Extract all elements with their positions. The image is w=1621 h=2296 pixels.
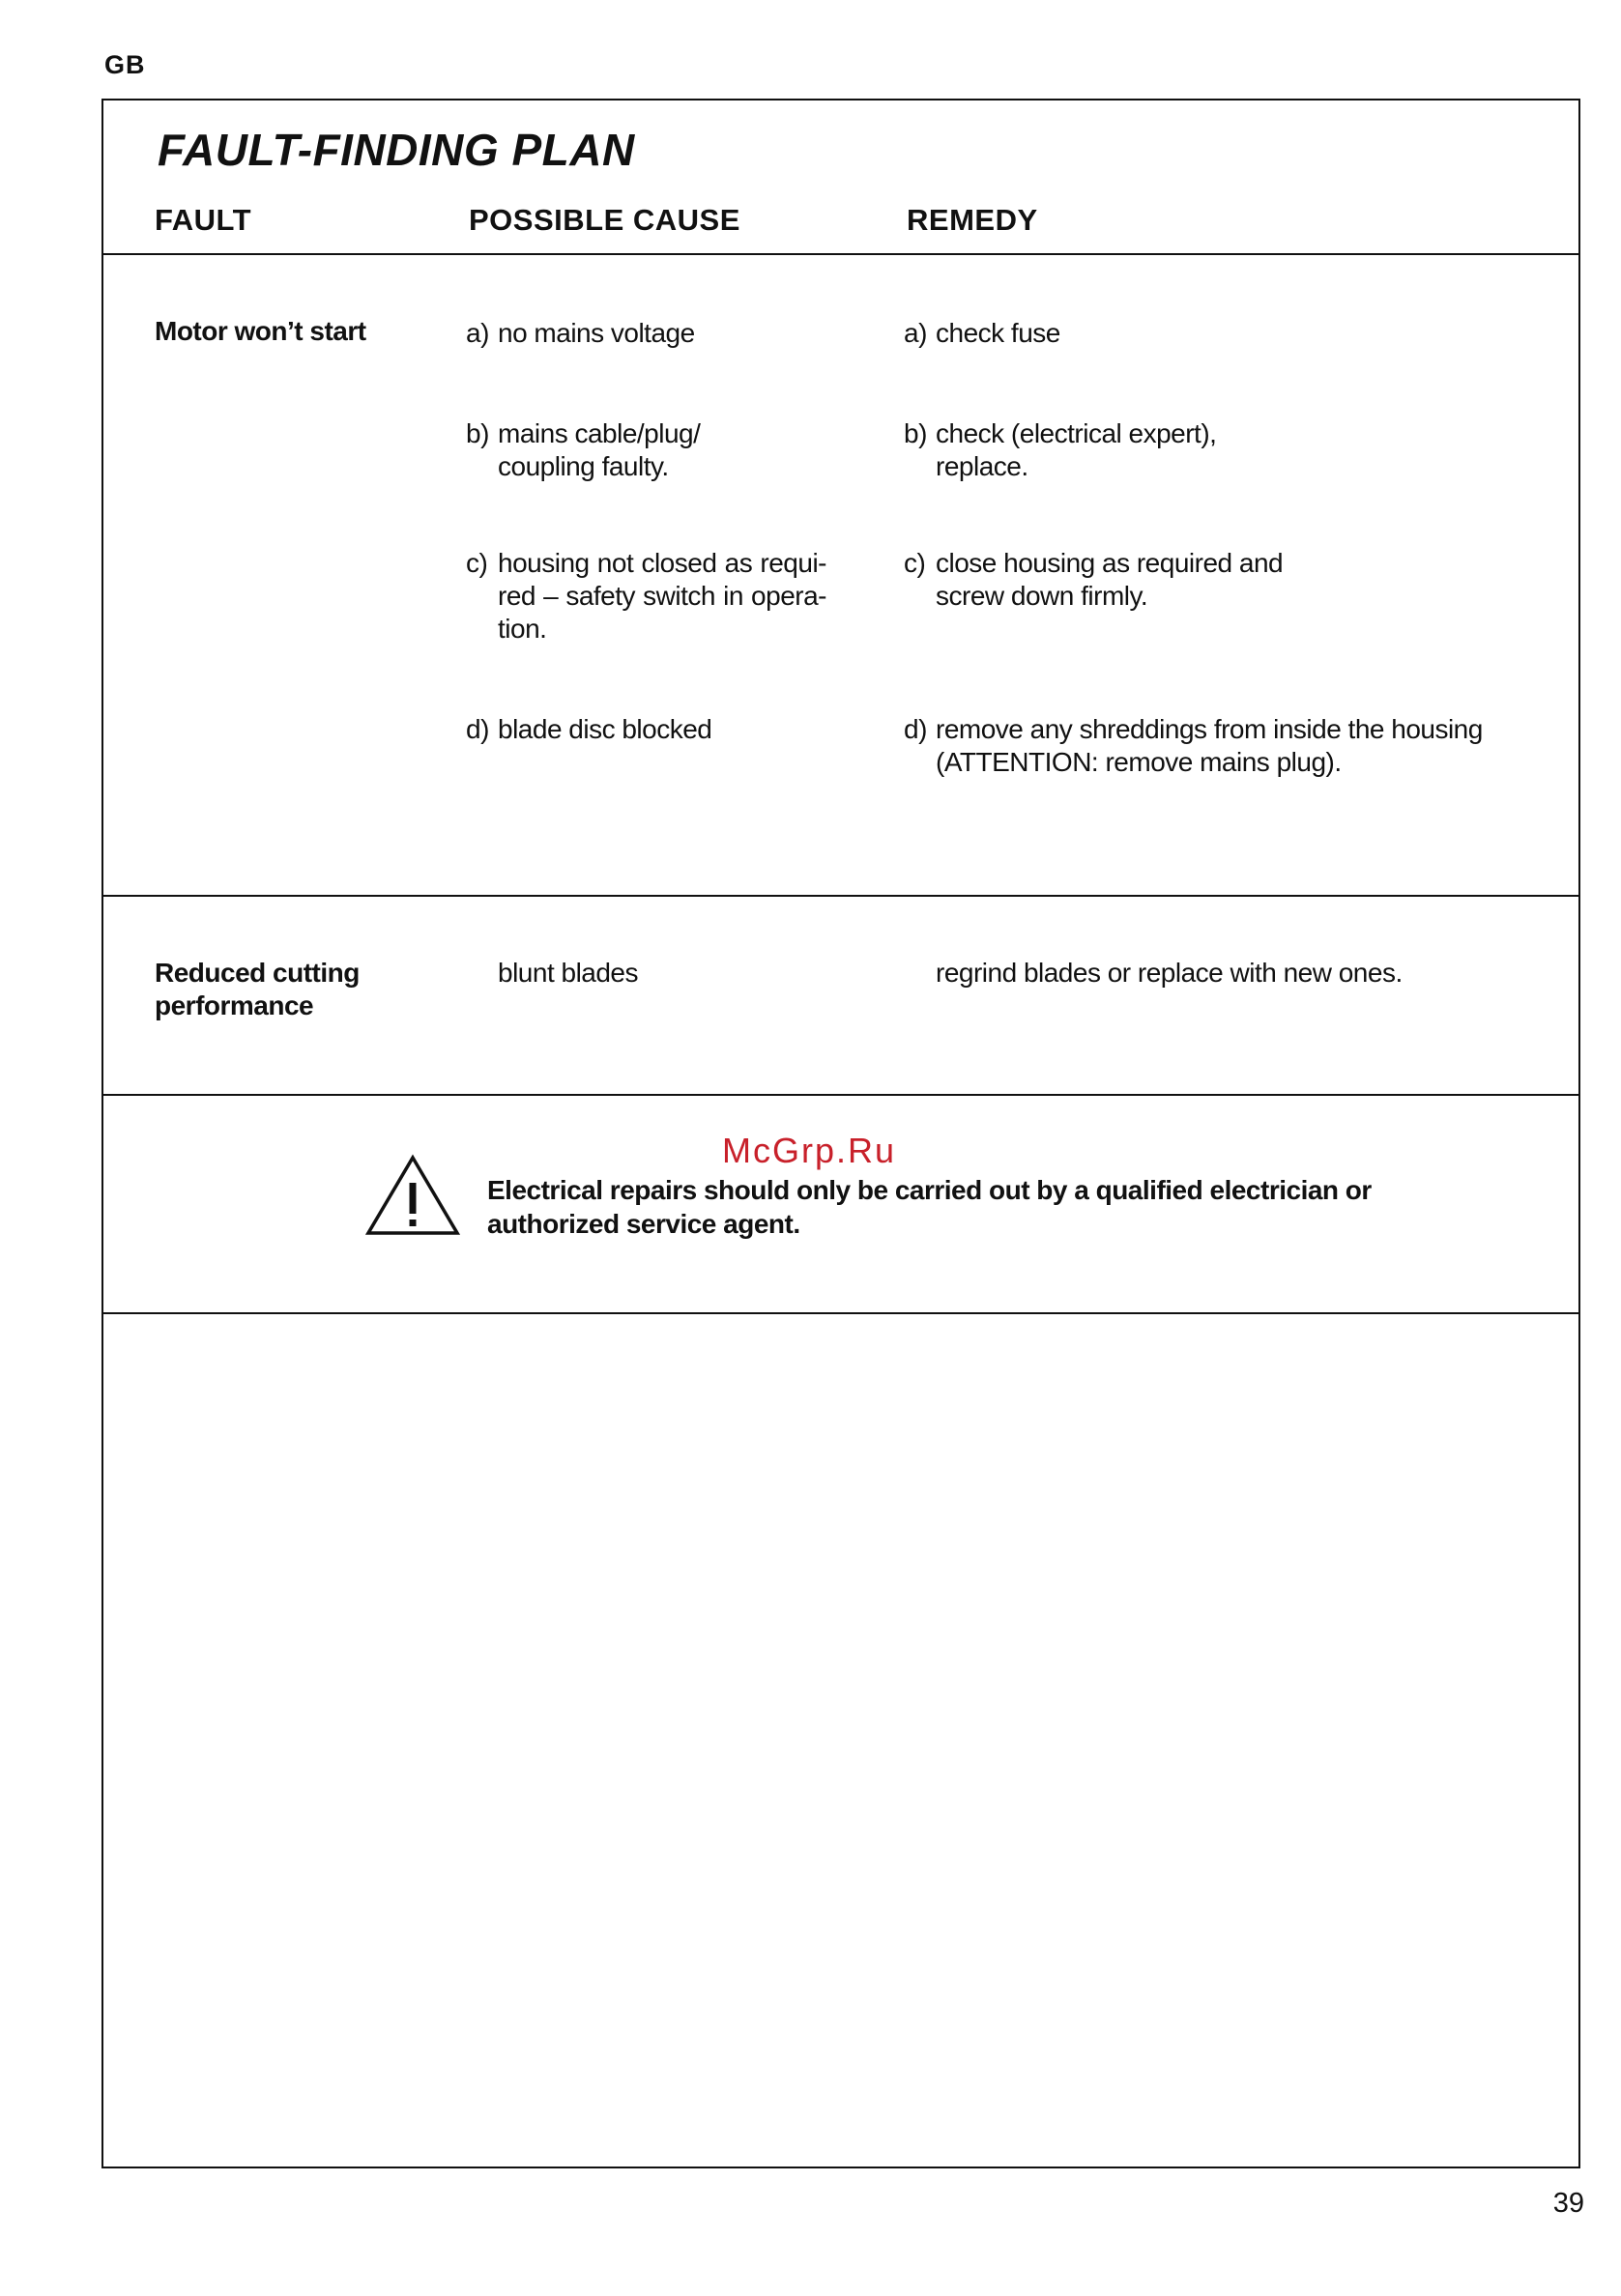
warning-triangle-icon: [364, 1154, 461, 1237]
item-label: c): [466, 548, 488, 578]
header-divider: [103, 253, 1578, 255]
fault-label: Motor won’t start: [155, 316, 366, 346]
item-label: a): [904, 318, 927, 348]
remedy-text: remove any shreddings from inside the housing (ATTENTION: remove mains plug).: [936, 714, 1483, 777]
cause-text: housing not closed as requi- red – safety switch in opera- tion.: [498, 548, 826, 644]
item-label: b): [466, 418, 489, 448]
page-title: FAULT-FINDING PLAN: [158, 125, 635, 175]
language-code: GB: [104, 50, 146, 79]
remedy-text: close housing as required and screw down firmly.: [936, 548, 1284, 611]
section-divider: [103, 1312, 1578, 1314]
cause-text: blunt blades: [498, 958, 639, 988]
item-label: b): [904, 418, 927, 448]
remedy-text: check (electrical expert), replace.: [936, 418, 1217, 481]
cause-text: blade disc blocked: [498, 714, 712, 744]
section-divider: [103, 895, 1578, 897]
remedy-text: regrind blades or replace with new ones.: [936, 958, 1403, 988]
warning-text: Electrical repairs should only be carried out by a qualified electrician or authorized service agent.: [487, 1175, 1372, 1239]
column-header-cause: POSSIBLE CAUSE: [469, 203, 740, 237]
cause-text: no mains voltage: [498, 318, 695, 348]
fault-label: Reduced cutting performance: [155, 958, 360, 1020]
column-header-remedy: REMEDY: [907, 203, 1038, 237]
watermark: McGrp.Ru: [722, 1131, 897, 1170]
page-number: 39: [1552, 2188, 1584, 2219]
cause-text: mains cable/plug/ coupling faulty.: [498, 418, 701, 481]
item-label: d): [904, 714, 927, 744]
item-label: c): [904, 548, 926, 578]
item-label: a): [466, 318, 489, 348]
remedy-text: check fuse: [936, 318, 1060, 348]
item-label: d): [466, 714, 489, 744]
fault-finding-table: [101, 99, 1580, 2168]
section-divider: [103, 1094, 1578, 1096]
column-header-fault: FAULT: [155, 203, 252, 237]
